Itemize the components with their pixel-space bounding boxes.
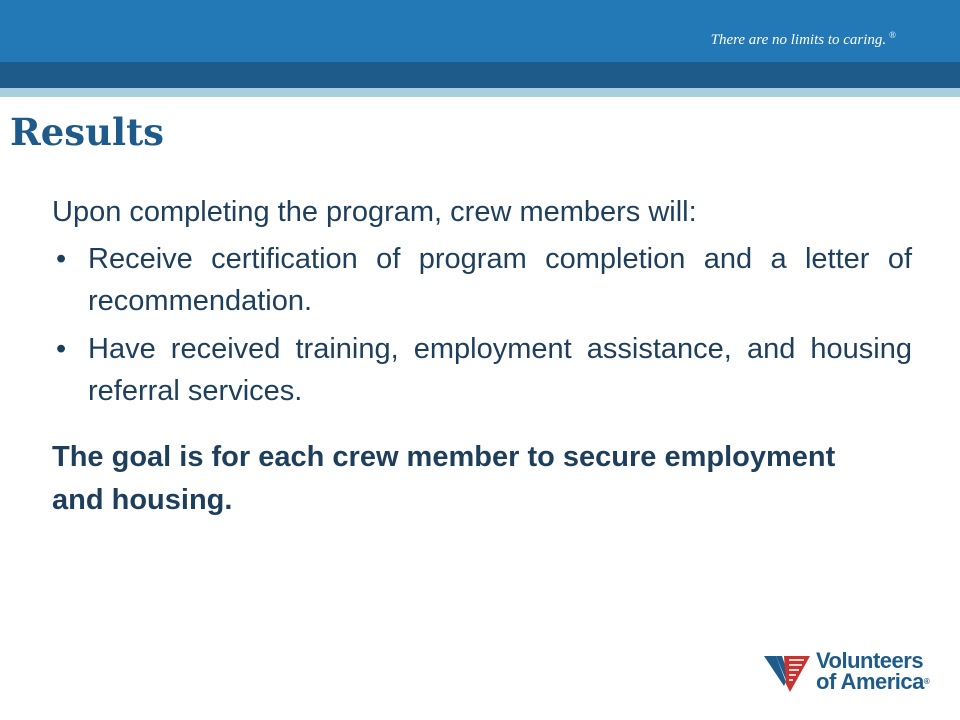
header-band-light xyxy=(0,88,960,97)
goal-statement: The goal is for each crew member to secure employment and housing. xyxy=(52,441,836,516)
bullet-marker: • xyxy=(56,333,67,365)
bullet-item-certification xyxy=(52,238,912,322)
logo-line-1: Volunteers xyxy=(816,648,924,673)
bullet-text: Receive certification of program completion and a letter of recommendation. xyxy=(88,243,912,317)
header-band-mid xyxy=(0,62,960,88)
tagline-registered-mark: ® xyxy=(889,30,896,40)
volunteers-of-america-logo xyxy=(762,650,932,702)
flag-v-icon xyxy=(762,652,812,700)
bullet-marker: • xyxy=(56,243,67,275)
bullet-item-training xyxy=(52,328,912,412)
tagline xyxy=(711,30,896,49)
slide-title: Results xyxy=(10,110,164,154)
intro-text: Upon completing the program, crew members will: xyxy=(52,196,697,228)
bullet-text: Have received training, employment assistance, and housing referral services. xyxy=(88,333,912,407)
logo-line-2 xyxy=(816,671,929,692)
tagline-text: There are no limits to caring. xyxy=(710,32,887,48)
logo-line-2-text: of America xyxy=(816,669,924,694)
slide-content xyxy=(52,192,912,551)
logo-wordmark xyxy=(816,650,929,692)
bullet-list xyxy=(52,238,912,412)
logo-registered-mark: ® xyxy=(923,677,930,686)
